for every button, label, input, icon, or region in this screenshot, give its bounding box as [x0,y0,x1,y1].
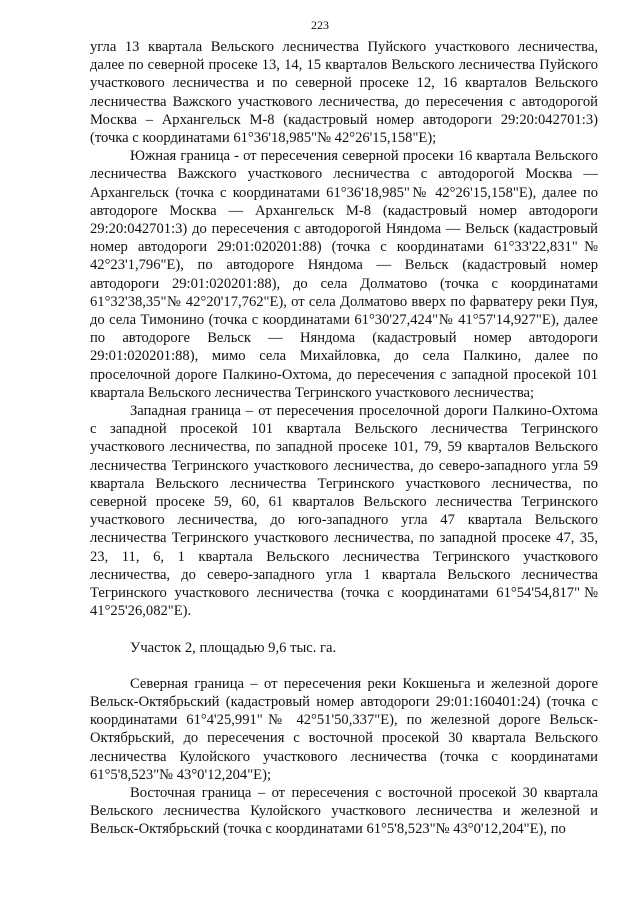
document-body [90,38,598,839]
paragraph-south-boundary: Южная граница - от пересечения северной просеки 16 квартала Вельского лесничества Важского участкового лесничества с автодорогой Москва — Архангельск (точка с координатами 61°36'18,985"№ 42°26'15,158"Е), далее по автодороге Москва — Архангельск М-8 (кадастровый номер автодороги 29:20:042701:3) до пересечения с автодорогой Няндома — Вельск (кадастровый номер автодороги 29:01:020201:88) (точка с координатами 61°33'22,831"№ 42°23'1,796"Е), по автодороге Няндома — Вельск (кадастровый номер автодороги 29:01:020201:88), до села Долматово (точка с координатами 61°32'38,35"№ 42°20'17,762"Е), от села Долматово вверх по фарватеру реки Пуя, до села Тимонино (точка с координатами 61°30'27,424"№ 41°57'14,927"Е), далее по автодороге Вельск — Няндома (кадастровый номер автодороги 29:01:020201:88), мимо села Михайловка, до села Палкино, далее по проселочной дороге Палкино-Охтома, до пересечения с западной просекой 101 квартала Вельского лесничества Тегринского участкового лесничества; [90,148,598,401]
paragraph-north-boundary: Северная граница – от пересечения реки Кокшеньга и железной дороге Вельск-Октябрьский (кадастровый номер автодороги 29:01:160401:24) (точка с координатами 61°4'25,991"№ 42°51'50,337"Е), по железной дороге Вельск-Октябрьский, до пересечения с восточной просекой 30 квартала Вельского лесничества Кулойского участкового лесничества (точка с координатами 61°5'8,523"№ 43°0'12,204"Е); [90,675,598,783]
page-number: 223 [311,18,329,32]
paragraph-continuation: угла 13 квартала Вельского лесничества Пуйского участкового лесничества, далее по северной просеке 13, 14, 15 кварталов Вельского лесничества Пуйского участкового лесничества и по северной просеке 12, 16 кварталов Вельского лесничества Важского участкового лесничества, до пересечения с автодорогой Москва – Архангельск М-8 (кадастровый номер автодороги 29:20:042701:3) (точка с координатами 61°36'18,985"№ 42°26'15,158"Е); [90,39,598,147]
section-heading-plot-2: Участок 2, площадью 9,6 тыс. га. [130,639,337,656]
paragraph-east-boundary: Восточная граница – от пересечения с восточной просекой 30 квартала Вельского лесничества Кулойского участкового лесничества и железной и Вельск-Октябрьский (точка с координатами 61°5'8,523"№ 43°0'12,204"Е), по [90,784,598,838]
paragraph-west-boundary: Западная граница – от пересечения проселочной дороги Палкино-Охтома с западной просекой 101 квартала Вельского лесничества Тегринского участкового лесничества, по западной просеке 101, 79, 59 кварталов Вельского лесничества Тегринского участкового лесничества, до северо-западного угла 59 квартала Вельского лесничества Тегринского участкового лесничества, по северной просеке 59, 60, 61 кварталов Вельского лесничества Тегринского участкового лесничества, до юго-западного угла 47 квартала Вельского лесничества Тегринского участкового лесничества, по западной просеке 47, 35, 23, 11, 6, 1 квартала Вельского лесничества Тегринского участкового лесничества, до северо-западного угла 1 квартала Вельского лесничества Тегринского участкового лесничества (точка с координатами 61°54'54,817"№ 41°25'26,082"Е). [90,403,598,620]
